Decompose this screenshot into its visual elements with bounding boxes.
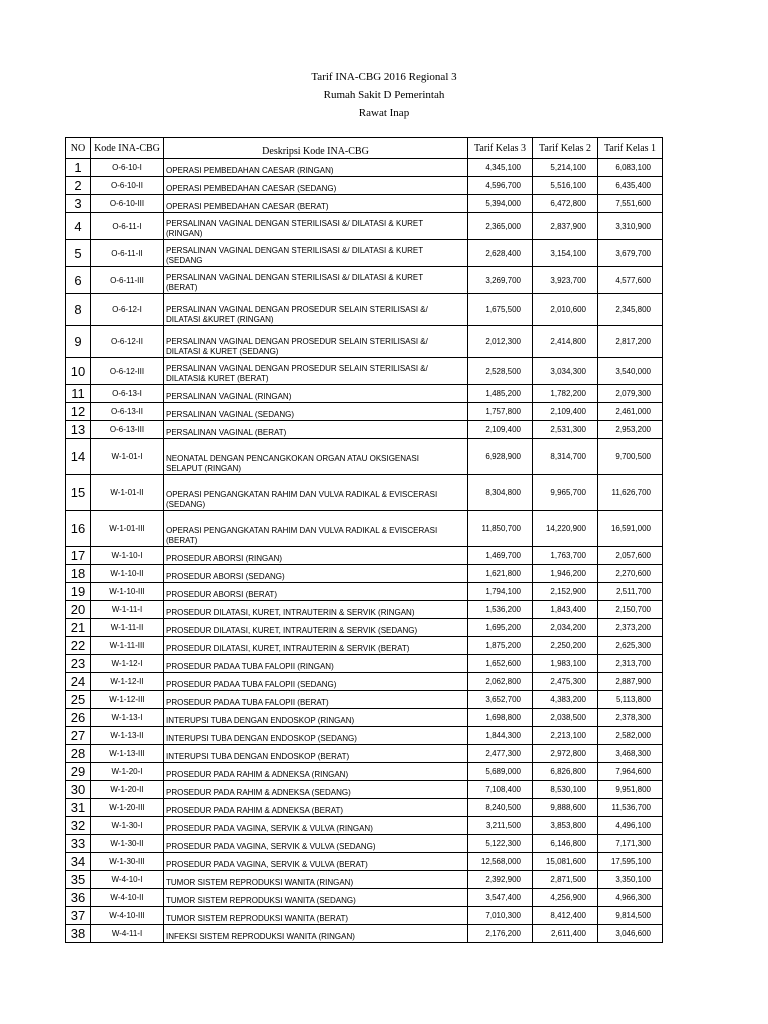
ina-cbg-code-cell: W-1-12-I <box>91 655 164 673</box>
column-header-no: NO <box>66 138 91 159</box>
ina-cbg-code-cell: O-6-11-II <box>91 240 164 267</box>
ina-cbg-code-cell: W-4-10-III <box>91 907 164 925</box>
tarif-kelas-2-cell: 4,383,200 <box>533 691 598 709</box>
tarif-kelas-3-cell: 1,875,200 <box>468 637 533 655</box>
tarif-kelas-2-cell: 2,837,900 <box>533 213 598 240</box>
tarif-kelas-1-cell: 3,310,900 <box>598 213 663 240</box>
tarif-kelas-3-cell: 4,596,700 <box>468 177 533 195</box>
table-row <box>66 835 663 853</box>
ina-cbg-code-cell: W-1-10-II <box>91 565 164 583</box>
table-row <box>66 439 663 475</box>
row-number-cell: 6 <box>66 267 91 294</box>
tarif-kelas-3-cell: 5,122,300 <box>468 835 533 853</box>
tarif-kelas-3-cell: 3,211,500 <box>468 817 533 835</box>
ina-cbg-description-cell: PROSEDUR DILATASI, KURET, INTRAUTERIN & SERVIK (RINGAN) <box>164 601 468 619</box>
tarif-kelas-1-cell: 5,113,800 <box>598 691 663 709</box>
ina-cbg-description-cell: PROSEDUR PADA VAGINA, SERVIK & VULVA (RINGAN) <box>164 817 468 835</box>
tarif-kelas-1-cell: 2,270,600 <box>598 565 663 583</box>
tarif-kelas-1-cell: 2,373,200 <box>598 619 663 637</box>
row-number-cell: 29 <box>66 763 91 781</box>
tarif-kelas-3-cell: 12,568,000 <box>468 853 533 871</box>
tarif-kelas-2-cell: 4,256,900 <box>533 889 598 907</box>
ina-cbg-code-cell: O-6-12-III <box>91 358 164 385</box>
table-row <box>66 907 663 925</box>
tarif-kelas-3-cell: 2,176,200 <box>468 925 533 943</box>
tarif-kelas-1-cell: 7,551,600 <box>598 195 663 213</box>
tarif-kelas-2-cell: 1,763,700 <box>533 547 598 565</box>
ina-cbg-description-cell: PROSEDUR PADA RAHIM & ADNEKSA (BERAT) <box>164 799 468 817</box>
table-row <box>66 326 663 358</box>
table-row <box>66 817 663 835</box>
tarif-kelas-3-cell: 2,628,400 <box>468 240 533 267</box>
ina-cbg-code-cell: W-1-12-II <box>91 673 164 691</box>
tarif-kelas-1-cell: 2,313,700 <box>598 655 663 673</box>
tarif-kelas-2-cell: 5,516,100 <box>533 177 598 195</box>
ina-cbg-code-cell: W-1-20-III <box>91 799 164 817</box>
ina-cbg-description-cell: PROSEDUR PADAA TUBA FALOPII (SEDANG) <box>164 673 468 691</box>
tarif-kelas-2-cell: 2,611,400 <box>533 925 598 943</box>
tarif-kelas-2-cell: 3,154,100 <box>533 240 598 267</box>
tarif-kelas-1-cell: 6,435,400 <box>598 177 663 195</box>
tarif-kelas-2-cell: 14,220,900 <box>533 511 598 547</box>
row-number-cell: 33 <box>66 835 91 853</box>
ina-cbg-description-cell: NEONATAL DENGAN PENCANGKOKAN ORGAN ATAU OKSIGENASI SELAPUT (RINGAN) <box>164 439 468 475</box>
tarif-kelas-3-cell: 8,240,500 <box>468 799 533 817</box>
ina-cbg-description-cell: PROSEDUR PADAA TUBA FALOPII (RINGAN) <box>164 655 468 673</box>
tarif-kelas-2-cell: 9,965,700 <box>533 475 598 511</box>
tarif-kelas-1-cell: 16,591,000 <box>598 511 663 547</box>
row-number-cell: 31 <box>66 799 91 817</box>
tarif-kelas-1-cell: 2,887,900 <box>598 673 663 691</box>
table-header-row <box>66 138 663 159</box>
table-row <box>66 601 663 619</box>
tarif-kelas-1-cell: 11,626,700 <box>598 475 663 511</box>
tarif-kelas-1-cell: 4,496,100 <box>598 817 663 835</box>
ina-cbg-code-cell: W-1-13-II <box>91 727 164 745</box>
ina-cbg-description-cell: PERSALINAN VAGINAL DENGAN STERILISASI &/ DILATASI & KURET (RINGAN) <box>164 213 468 240</box>
tarif-kelas-3-cell: 1,621,800 <box>468 565 533 583</box>
tarif-kelas-2-cell: 8,314,700 <box>533 439 598 475</box>
tarif-kelas-1-cell: 9,700,500 <box>598 439 663 475</box>
ina-cbg-description-cell: INTERUPSI TUBA DENGAN ENDOSKOP (RINGAN) <box>164 709 468 727</box>
ina-cbg-description-cell: PERSALINAN VAGINAL (SEDANG) <box>164 403 468 421</box>
row-number-cell: 11 <box>66 385 91 403</box>
ina-cbg-code-cell: W-4-10-I <box>91 871 164 889</box>
table-row <box>66 177 663 195</box>
table-row <box>66 709 663 727</box>
row-number-cell: 30 <box>66 781 91 799</box>
tarif-kelas-3-cell: 2,109,400 <box>468 421 533 439</box>
table-row <box>66 565 663 583</box>
tarif-kelas-1-cell: 4,577,600 <box>598 267 663 294</box>
ina-cbg-code-cell: O-6-13-I <box>91 385 164 403</box>
tarif-kelas-1-cell: 9,814,500 <box>598 907 663 925</box>
ina-cbg-code-cell: O-6-13-III <box>91 421 164 439</box>
tarif-kelas-2-cell: 8,530,100 <box>533 781 598 799</box>
ina-cbg-description-cell: OPERASI PEMBEDAHAN CAESAR (BERAT) <box>164 195 468 213</box>
tarif-kelas-1-cell: 11,536,700 <box>598 799 663 817</box>
ina-cbg-description-cell: INTERUPSI TUBA DENGAN ENDOSKOP (SEDANG) <box>164 727 468 745</box>
ina-cbg-code-cell: W-1-10-III <box>91 583 164 601</box>
tarif-kelas-1-cell: 3,679,700 <box>598 240 663 267</box>
ina-cbg-code-cell: W-1-11-II <box>91 619 164 637</box>
ina-cbg-description-cell: OPERASI PENGANGKATAN RAHIM DAN VULVA RADIKAL & EVISCERASI (BERAT) <box>164 511 468 547</box>
tariff-table <box>65 137 663 943</box>
tarif-kelas-2-cell: 1,983,100 <box>533 655 598 673</box>
tarif-kelas-1-cell: 2,625,300 <box>598 637 663 655</box>
tarif-kelas-2-cell: 2,109,400 <box>533 403 598 421</box>
tarif-kelas-2-cell: 9,888,600 <box>533 799 598 817</box>
row-number-cell: 18 <box>66 565 91 583</box>
tarif-kelas-1-cell: 2,511,700 <box>598 583 663 601</box>
tarif-kelas-2-cell: 2,531,300 <box>533 421 598 439</box>
tarif-kelas-3-cell: 2,392,900 <box>468 871 533 889</box>
tarif-kelas-3-cell: 1,536,200 <box>468 601 533 619</box>
tarif-kelas-3-cell: 2,012,300 <box>468 326 533 358</box>
tarif-kelas-3-cell: 1,844,300 <box>468 727 533 745</box>
tarif-kelas-2-cell: 15,081,600 <box>533 853 598 871</box>
tarif-kelas-3-cell: 1,485,200 <box>468 385 533 403</box>
ina-cbg-code-cell: O-6-12-II <box>91 326 164 358</box>
tarif-kelas-3-cell: 5,689,000 <box>468 763 533 781</box>
tarif-kelas-1-cell: 2,079,300 <box>598 385 663 403</box>
row-number-cell: 14 <box>66 439 91 475</box>
ina-cbg-description-cell: TUMOR SISTEM REPRODUKSI WANITA (BERAT) <box>164 907 468 925</box>
row-number-cell: 16 <box>66 511 91 547</box>
row-number-cell: 28 <box>66 745 91 763</box>
document-subtitle-2: Rawat Inap <box>358 107 410 119</box>
tarif-kelas-2-cell: 3,923,700 <box>533 267 598 294</box>
table-row <box>66 637 663 655</box>
ina-cbg-description-cell: INTERUPSI TUBA DENGAN ENDOSKOP (BERAT) <box>164 745 468 763</box>
row-number-cell: 1 <box>66 159 91 177</box>
ina-cbg-code-cell: W-1-30-I <box>91 817 164 835</box>
row-number-cell: 25 <box>66 691 91 709</box>
tarif-kelas-1-cell: 2,150,700 <box>598 601 663 619</box>
ina-cbg-description-cell: PROSEDUR ABORSI (BERAT) <box>164 583 468 601</box>
tarif-kelas-1-cell: 7,964,600 <box>598 763 663 781</box>
row-number-cell: 17 <box>66 547 91 565</box>
row-number-cell: 2 <box>66 177 91 195</box>
tarif-kelas-1-cell: 2,345,800 <box>598 294 663 326</box>
ina-cbg-code-cell: W-1-30-III <box>91 853 164 871</box>
row-number-cell: 26 <box>66 709 91 727</box>
table-row <box>66 240 663 267</box>
tarif-kelas-1-cell: 2,057,600 <box>598 547 663 565</box>
row-number-cell: 35 <box>66 871 91 889</box>
row-number-cell: 22 <box>66 637 91 655</box>
tarif-kelas-3-cell: 1,652,600 <box>468 655 533 673</box>
ina-cbg-description-cell: PROSEDUR PADA VAGINA, SERVIK & VULVA (SEDANG) <box>164 835 468 853</box>
tarif-kelas-2-cell: 2,414,800 <box>533 326 598 358</box>
ina-cbg-description-cell: PERSALINAN VAGINAL DENGAN STERILISASI &/ DILATASI & KURET (BERAT) <box>164 267 468 294</box>
tarif-kelas-1-cell: 2,817,200 <box>598 326 663 358</box>
tarif-kelas-2-cell: 3,853,800 <box>533 817 598 835</box>
tarif-kelas-1-cell: 3,046,600 <box>598 925 663 943</box>
table-row <box>66 727 663 745</box>
table-row <box>66 358 663 385</box>
table-row <box>66 691 663 709</box>
ina-cbg-description-cell: TUMOR SISTEM REPRODUKSI WANITA (RINGAN) <box>164 871 468 889</box>
row-number-cell: 32 <box>66 817 91 835</box>
ina-cbg-code-cell: W-1-11-I <box>91 601 164 619</box>
row-number-cell: 13 <box>66 421 91 439</box>
row-number-cell: 15 <box>66 475 91 511</box>
ina-cbg-code-cell: W-1-13-I <box>91 709 164 727</box>
tarif-kelas-2-cell: 1,946,200 <box>533 565 598 583</box>
row-number-cell: 23 <box>66 655 91 673</box>
tarif-kelas-2-cell: 2,475,300 <box>533 673 598 691</box>
ina-cbg-description-cell: PROSEDUR ABORSI (SEDANG) <box>164 565 468 583</box>
row-number-cell: 4 <box>66 213 91 240</box>
tarif-kelas-2-cell: 6,146,800 <box>533 835 598 853</box>
table-row <box>66 547 663 565</box>
ina-cbg-code-cell: W-1-12-III <box>91 691 164 709</box>
table-row <box>66 294 663 326</box>
ina-cbg-description-cell: PERSALINAN VAGINAL DENGAN PROSEDUR SELAIN STERILISASI &/ DILATASI& KURET (BERAT) <box>164 358 468 385</box>
tarif-kelas-2-cell: 2,213,100 <box>533 727 598 745</box>
tarif-kelas-3-cell: 3,547,400 <box>468 889 533 907</box>
tarif-kelas-3-cell: 2,062,800 <box>468 673 533 691</box>
tarif-kelas-2-cell: 2,038,500 <box>533 709 598 727</box>
ina-cbg-code-cell: O-6-11-I <box>91 213 164 240</box>
ina-cbg-code-cell: O-6-13-II <box>91 403 164 421</box>
tarif-kelas-2-cell: 2,972,800 <box>533 745 598 763</box>
ina-cbg-description-cell: PROSEDUR PADA VAGINA, SERVIK & VULVA (BERAT) <box>164 853 468 871</box>
row-number-cell: 10 <box>66 358 91 385</box>
table-row <box>66 889 663 907</box>
ina-cbg-description-cell: PROSEDUR ABORSI (RINGAN) <box>164 547 468 565</box>
table-row <box>66 421 663 439</box>
tarif-kelas-1-cell: 2,582,000 <box>598 727 663 745</box>
column-header-tarif-kelas-1: Tarif Kelas 1 <box>598 138 663 159</box>
ina-cbg-code-cell: W-1-11-III <box>91 637 164 655</box>
tarif-kelas-1-cell: 3,540,000 <box>598 358 663 385</box>
table-row <box>66 763 663 781</box>
document-subtitle: Rumah Sakit D Pemerintah <box>323 89 445 101</box>
row-number-cell: 21 <box>66 619 91 637</box>
ina-cbg-description-cell: PROSEDUR PADAA TUBA FALOPII (BERAT) <box>164 691 468 709</box>
ina-cbg-description-cell: OPERASI PEMBEDAHAN CAESAR (RINGAN) <box>164 159 468 177</box>
column-header-tarif-kelas-2: Tarif Kelas 2 <box>533 138 598 159</box>
ina-cbg-description-cell: TUMOR SISTEM REPRODUKSI WANITA (SEDANG) <box>164 889 468 907</box>
tarif-kelas-3-cell: 7,108,400 <box>468 781 533 799</box>
ina-cbg-description-cell: PROSEDUR PADA RAHIM & ADNEKSA (SEDANG) <box>164 781 468 799</box>
ina-cbg-code-cell: W-1-30-II <box>91 835 164 853</box>
table-row <box>66 213 663 240</box>
column-header-code: Kode INA-CBG <box>91 138 164 159</box>
tarif-kelas-2-cell: 2,152,900 <box>533 583 598 601</box>
tarif-kelas-3-cell: 11,850,700 <box>468 511 533 547</box>
ina-cbg-code-cell: O-6-10-II <box>91 177 164 195</box>
tarif-kelas-2-cell: 6,472,800 <box>533 195 598 213</box>
ina-cbg-description-cell: PERSALINAN VAGINAL (BERAT) <box>164 421 468 439</box>
tarif-kelas-3-cell: 1,757,800 <box>468 403 533 421</box>
tarif-kelas-1-cell: 6,083,100 <box>598 159 663 177</box>
ina-cbg-description-cell: PERSALINAN VAGINAL DENGAN STERILISASI &/ DILATASI & KURET (SEDANG <box>164 240 468 267</box>
column-header-tarif-kelas-3: Tarif Kelas 3 <box>468 138 533 159</box>
table-row <box>66 159 663 177</box>
ina-cbg-code-cell: W-4-10-II <box>91 889 164 907</box>
ina-cbg-description-cell: PROSEDUR PADA RAHIM & ADNEKSA (RINGAN) <box>164 763 468 781</box>
tarif-kelas-2-cell: 5,214,100 <box>533 159 598 177</box>
row-number-cell: 37 <box>66 907 91 925</box>
tarif-kelas-3-cell: 1,695,200 <box>468 619 533 637</box>
tarif-kelas-3-cell: 6,928,900 <box>468 439 533 475</box>
table-row <box>66 655 663 673</box>
tarif-kelas-1-cell: 2,953,200 <box>598 421 663 439</box>
ina-cbg-code-cell: W-1-20-I <box>91 763 164 781</box>
tarif-kelas-3-cell: 2,528,500 <box>468 358 533 385</box>
ina-cbg-code-cell: O-6-10-III <box>91 195 164 213</box>
row-number-cell: 27 <box>66 727 91 745</box>
tarif-kelas-1-cell: 9,951,800 <box>598 781 663 799</box>
tarif-kelas-1-cell: 4,966,300 <box>598 889 663 907</box>
row-number-cell: 8 <box>66 294 91 326</box>
tarif-kelas-2-cell: 2,871,500 <box>533 871 598 889</box>
row-number-cell: 24 <box>66 673 91 691</box>
tarif-kelas-2-cell: 8,412,400 <box>533 907 598 925</box>
row-number-cell: 38 <box>66 925 91 943</box>
tarif-kelas-3-cell: 2,477,300 <box>468 745 533 763</box>
table-row <box>66 853 663 871</box>
tarif-kelas-1-cell: 3,350,100 <box>598 871 663 889</box>
table-row <box>66 925 663 943</box>
tarif-kelas-2-cell: 3,034,300 <box>533 358 598 385</box>
ina-cbg-description-cell: PERSALINAN VAGINAL DENGAN PROSEDUR SELAIN STERILISASI &/ DILATASI & KURET (SEDANG) <box>164 326 468 358</box>
tarif-kelas-3-cell: 5,394,000 <box>468 195 533 213</box>
tarif-kelas-1-cell: 17,595,100 <box>598 853 663 871</box>
tarif-kelas-1-cell: 2,378,300 <box>598 709 663 727</box>
table-row <box>66 403 663 421</box>
row-number-cell: 9 <box>66 326 91 358</box>
table-row <box>66 745 663 763</box>
tarif-kelas-2-cell: 1,843,400 <box>533 601 598 619</box>
ina-cbg-description-cell: INFEKSI SISTEM REPRODUKSI WANITA (RINGAN) <box>164 925 468 943</box>
row-number-cell: 3 <box>66 195 91 213</box>
table-body <box>66 159 663 943</box>
tarif-kelas-2-cell: 1,782,200 <box>533 385 598 403</box>
tarif-kelas-1-cell: 7,171,300 <box>598 835 663 853</box>
column-header-description: Deskripsi Kode INA-CBG <box>164 138 468 159</box>
row-number-cell: 19 <box>66 583 91 601</box>
tarif-kelas-2-cell: 2,250,200 <box>533 637 598 655</box>
ina-cbg-code-cell: O-6-10-I <box>91 159 164 177</box>
tarif-kelas-3-cell: 2,365,000 <box>468 213 533 240</box>
table-row <box>66 781 663 799</box>
table-row <box>66 475 663 511</box>
ina-cbg-code-cell: W-1-01-I <box>91 439 164 475</box>
tarif-kelas-3-cell: 1,675,500 <box>468 294 533 326</box>
ina-cbg-code-cell: W-4-11-I <box>91 925 164 943</box>
tarif-kelas-1-cell: 2,461,000 <box>598 403 663 421</box>
ina-cbg-code-cell: W-1-10-I <box>91 547 164 565</box>
row-number-cell: 5 <box>66 240 91 267</box>
row-number-cell: 36 <box>66 889 91 907</box>
table-row <box>66 385 663 403</box>
ina-cbg-code-cell: O-6-12-I <box>91 294 164 326</box>
ina-cbg-code-cell: W-1-20-II <box>91 781 164 799</box>
tarif-kelas-3-cell: 7,010,300 <box>468 907 533 925</box>
table-row <box>66 799 663 817</box>
tarif-kelas-2-cell: 2,010,600 <box>533 294 598 326</box>
ina-cbg-description-cell: OPERASI PENGANGKATAN RAHIM DAN VULVA RADIKAL & EVISCERASI (SEDANG) <box>164 475 468 511</box>
ina-cbg-description-cell: PROSEDUR DILATASI, KURET, INTRAUTERIN & SERVIK (SEDANG) <box>164 619 468 637</box>
ina-cbg-code-cell: W-1-13-III <box>91 745 164 763</box>
row-number-cell: 12 <box>66 403 91 421</box>
table-row <box>66 267 663 294</box>
tarif-kelas-3-cell: 1,469,700 <box>468 547 533 565</box>
ina-cbg-description-cell: PERSALINAN VAGINAL (RINGAN) <box>164 385 468 403</box>
table-row <box>66 195 663 213</box>
tarif-kelas-2-cell: 2,034,200 <box>533 619 598 637</box>
tarif-kelas-3-cell: 3,652,700 <box>468 691 533 709</box>
tarif-kelas-3-cell: 4,345,100 <box>468 159 533 177</box>
ina-cbg-code-cell: O-6-11-III <box>91 267 164 294</box>
table-row <box>66 583 663 601</box>
tarif-kelas-1-cell: 3,468,300 <box>598 745 663 763</box>
ina-cbg-code-cell: W-1-01-III <box>91 511 164 547</box>
ina-cbg-description-cell: PROSEDUR DILATASI, KURET, INTRAUTERIN & SERVIK (BERAT) <box>164 637 468 655</box>
table-row <box>66 673 663 691</box>
row-number-cell: 34 <box>66 853 91 871</box>
table-row <box>66 871 663 889</box>
tarif-kelas-3-cell: 3,269,700 <box>468 267 533 294</box>
row-number-cell: 20 <box>66 601 91 619</box>
tarif-kelas-3-cell: 1,794,100 <box>468 583 533 601</box>
tarif-kelas-3-cell: 8,304,800 <box>468 475 533 511</box>
tarif-kelas-3-cell: 1,698,800 <box>468 709 533 727</box>
table-row <box>66 511 663 547</box>
ina-cbg-description-cell: OPERASI PEMBEDAHAN CAESAR (SEDANG) <box>164 177 468 195</box>
document-title: Tarif INA-CBG 2016 Regional 3 <box>311 71 457 83</box>
ina-cbg-code-cell: W-1-01-II <box>91 475 164 511</box>
tarif-kelas-2-cell: 6,826,800 <box>533 763 598 781</box>
ina-cbg-description-cell: PERSALINAN VAGINAL DENGAN PROSEDUR SELAIN STERILISASI &/ DILATASI &KURET (RINGAN) <box>164 294 468 326</box>
table-row <box>66 619 663 637</box>
